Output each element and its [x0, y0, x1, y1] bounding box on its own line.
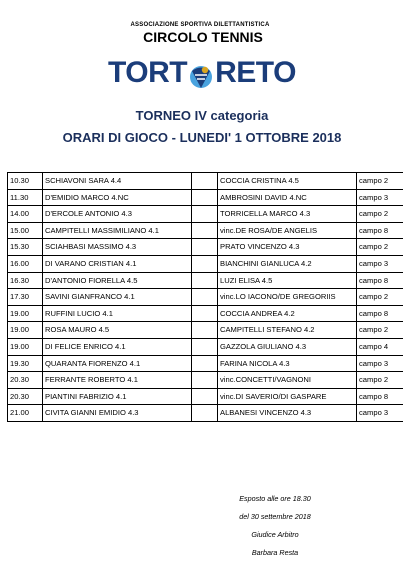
score-cell [192, 173, 218, 190]
player-two: AMBROSINI DAVID 4.NC [218, 189, 357, 206]
match-time: 19.00 [8, 322, 43, 339]
schedule-row [8, 355, 404, 372]
player-one: FERRANTE ROBERTO 4.1 [43, 372, 192, 389]
score-cell [192, 388, 218, 405]
score-cell [192, 189, 218, 206]
player-two: FARINA NICOLA 4.3 [218, 355, 357, 372]
club-name: CIRCOLO TENNIS [143, 29, 263, 45]
schedule-table [7, 172, 403, 422]
player-two: COCCIA ANDREA 4.2 [218, 305, 357, 322]
schedule-row [8, 173, 404, 190]
schedule-row [8, 405, 404, 422]
court-label: campo 8 [357, 305, 404, 322]
match-time: 21.00 [8, 405, 43, 422]
schedule-row [8, 322, 404, 339]
player-two: ALBANESI VINCENZO 4.3 [218, 405, 357, 422]
court-label: campo 2 [357, 173, 404, 190]
player-one: D'ERCOLE ANTONIO 4.3 [43, 206, 192, 223]
match-time: 20.30 [8, 388, 43, 405]
referee-role: Giudice Arbitro [251, 530, 299, 539]
player-two: TORRICELLA MARCO 4.3 [218, 206, 357, 223]
player-two: PRATO VINCENZO 4.3 [218, 239, 357, 256]
court-label: campo 3 [357, 189, 404, 206]
score-cell [192, 239, 218, 256]
player-one: SAVINI GIANFRANCO 4.1 [43, 289, 192, 306]
score-cell [192, 372, 218, 389]
player-two: vinc.DE ROSA/DE ANGELIS [218, 222, 357, 239]
schedule-row [8, 388, 404, 405]
player-two: CAMPITELLI STEFANO 4.2 [218, 322, 357, 339]
match-time: 20.30 [8, 372, 43, 389]
court-label: campo 8 [357, 222, 404, 239]
match-time: 11.30 [8, 189, 43, 206]
player-one: QUARANTA FIORENZO 4.1 [43, 355, 192, 372]
player-one: DI VARANO CRISTIAN 4.1 [43, 255, 192, 272]
match-time: 15.30 [8, 239, 43, 256]
player-one: D'ANTONIO FIORELLA 4.5 [43, 272, 192, 289]
player-one: DI FELICE ENRICO 4.1 [43, 338, 192, 355]
player-two: LUZI ELISA 4.5 [218, 272, 357, 289]
schedule-row [8, 289, 404, 306]
schedule-row [8, 372, 404, 389]
score-cell [192, 405, 218, 422]
tournament-subtitle: TORNEO IV categoria [135, 108, 269, 123]
player-two: vinc.DI SAVERIO/DI GASPARE [218, 388, 357, 405]
player-one: ROSA MAURO 4.5 [43, 322, 192, 339]
posted-time: Esposto alle ore 18.30 [239, 494, 311, 503]
player-two: BIANCHINI GIANLUCA 4.2 [218, 255, 357, 272]
court-label: campo 8 [357, 388, 404, 405]
court-label: campo 4 [357, 338, 404, 355]
court-label: campo 3 [357, 255, 404, 272]
schedule-row [8, 305, 404, 322]
schedule-row [8, 222, 404, 239]
player-one: RUFFINI LUCIO 4.1 [43, 305, 192, 322]
score-cell [192, 255, 218, 272]
posted-date: del 30 settembre 2018 [239, 512, 311, 521]
club-logo [0, 0, 404, 96]
match-time: 19.00 [8, 305, 43, 322]
schedule-title: ORARI DI GIOCO - LUNEDI' 1 OTTOBRE 2018 [62, 130, 342, 145]
match-time: 16.30 [8, 272, 43, 289]
player-two: COCCIA CRISTINA 4.5 [218, 173, 357, 190]
score-cell [192, 322, 218, 339]
score-cell [192, 206, 218, 223]
brand-text-end: RETO [215, 56, 296, 89]
court-label: campo 3 [357, 405, 404, 422]
score-cell [192, 305, 218, 322]
court-label: campo 2 [357, 206, 404, 223]
schedule-row [8, 338, 404, 355]
player-one: SCHIAVONI SARA 4.4 [43, 173, 192, 190]
score-cell [192, 338, 218, 355]
schedule-row [8, 206, 404, 223]
player-one: PIANTINI FABRIZIO 4.1 [43, 388, 192, 405]
schedule-row [8, 272, 404, 289]
brand-text-start: TORT [108, 56, 188, 89]
court-label: campo 2 [357, 239, 404, 256]
player-one: CIVITA GIANNI EMIDIO 4.3 [43, 405, 192, 422]
player-two: vinc.LO IACONO/DE GREGORIIS [218, 289, 357, 306]
court-label: campo 3 [357, 355, 404, 372]
player-two: GAZZOLA GIULIANO 4.3 [218, 338, 357, 355]
match-time: 16.00 [8, 255, 43, 272]
score-cell [192, 222, 218, 239]
court-label: campo 2 [357, 322, 404, 339]
match-time: 15.00 [8, 222, 43, 239]
association-label: ASSOCIAZIONE SPORTIVA DILETTANTISTICA [130, 22, 270, 28]
player-one: SCIAHBASI MASSIMO 4.3 [43, 239, 192, 256]
tennis-racket-emblem-icon [188, 62, 214, 90]
player-one: D'EMIDIO MARCO 4.NC [43, 189, 192, 206]
schedule-row [8, 255, 404, 272]
score-cell [192, 272, 218, 289]
court-label: campo 8 [357, 272, 404, 289]
referee-name: Barbara Resta [251, 548, 299, 557]
court-label: campo 2 [357, 372, 404, 389]
brand-wordmark [108, 50, 296, 90]
schedule-row [8, 189, 404, 206]
match-time: 19.00 [8, 338, 43, 355]
match-time: 17.30 [8, 289, 43, 306]
court-label: campo 2 [357, 289, 404, 306]
player-one: CAMPITELLI MASSIMILIANO 4.1 [43, 222, 192, 239]
score-cell [192, 355, 218, 372]
schedule-row [8, 239, 404, 256]
player-two: vinc.CONCETTI/VAGNONI [218, 372, 357, 389]
score-cell [192, 289, 218, 306]
match-time: 10.30 [8, 173, 43, 190]
match-time: 19.30 [8, 355, 43, 372]
match-time: 14.00 [8, 206, 43, 223]
